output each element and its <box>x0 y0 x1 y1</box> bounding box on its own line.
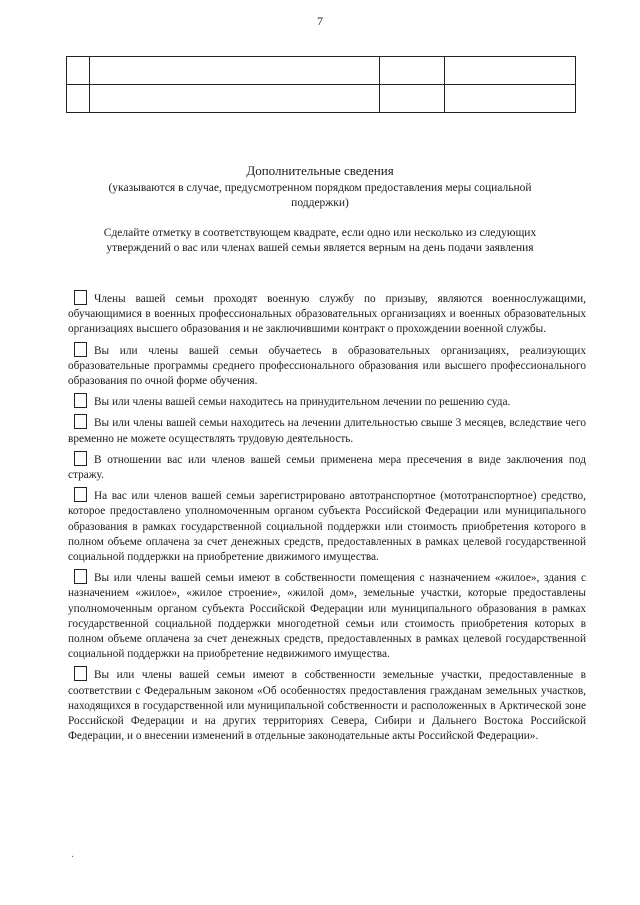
data-table <box>66 56 576 113</box>
list-item <box>68 393 586 410</box>
statement-checkbox[interactable] <box>74 487 87 502</box>
statement-text: Вы или члены вашей семьи имеют в собственности помещения с назначением «жилое», здания с назначением «жилое», «жилое строение», «жилой дом», земельные участки, которые предоставлены уполномоченным органом субъекта Российской Федерации или муниципального образования в рамках государственной социальной поддержки многодетной семьи или стоимость приобретения которых в полном объеме оплачена за счет денежных средств, предоставленных в рамках целевой государственной социальной поддержки на приобретение недвижимого имущества. <box>68 572 586 661</box>
page-number: 7 <box>317 14 323 28</box>
statement-text: На вас или членов вашей семьи зарегистрировано автотранспортное (мототранспортное) средство, которое предоставлено уполномоченным органом субъекта Российской Федерации или муниципального образования в рамках государственной социальной поддержки или стоимость приобретения которого в полном объеме оплачена за счет денежных средств, предоставленных в рамках целевой государственной социальной поддержки на приобретение движимого имущества. <box>68 490 586 564</box>
section-subtitle: (указываются в случае, предусмотренном порядком предоставления меры социальной поддержки) <box>108 182 532 209</box>
table-cell[interactable] <box>67 85 90 113</box>
statement-text: Вы или члены вашей семьи имеют в собственности земельные участки, предоставленные в соответствии с Федеральным законом «Об особенностях предоставления гражданам земельных участков, находящихся в государственной или муниципальной собственности и расположенных в Арктической зоне Российской Федерации и на других территориях Севера, Сибири и Дальнего Востока Российской Федерации, и о внесении изменений в отдельные законодательные акты Российской Федерации». <box>68 669 586 743</box>
statement-checkbox[interactable] <box>74 451 87 466</box>
table-cell[interactable] <box>445 85 576 113</box>
table-cell[interactable] <box>90 85 380 113</box>
statement-text: Вы или члены вашей семьи находитесь на лечении длительностью свыше 3 месяцев, вследствие чего временно не можете осуществлять трудовую деятельность. <box>68 417 586 445</box>
list-item <box>68 666 586 744</box>
section-title: Дополнительные сведения <box>246 163 394 178</box>
statement-checkbox[interactable] <box>74 414 87 429</box>
list-item <box>68 414 586 446</box>
statement-text: Вы или члены вашей семьи обучаетесь в образовательных организациях, реализующих образовательные программы среднего профессионального образования или высшего профессионального образования по очной форме обучения. <box>68 344 586 388</box>
list-item <box>68 451 586 483</box>
statement-checkbox[interactable] <box>74 342 87 357</box>
statement-text: Вы или члены вашей семьи находитесь на принудительном лечении по решению суда. <box>94 396 511 409</box>
table-cell[interactable] <box>67 57 90 85</box>
list-item <box>68 569 586 662</box>
table-cell[interactable] <box>445 57 576 85</box>
statement-text: В отношении вас или членов вашей семьи применена мера пресечения в виде заключения под стражу. <box>68 453 586 482</box>
list-item <box>68 290 586 338</box>
table-row <box>67 57 576 85</box>
list-item <box>68 487 586 565</box>
table-cell[interactable] <box>380 57 445 85</box>
table-cell[interactable] <box>380 85 445 113</box>
statements-list <box>68 290 586 748</box>
list-item <box>68 342 586 390</box>
stray-mark: · <box>71 852 75 863</box>
statement-checkbox[interactable] <box>74 393 87 408</box>
statement-checkbox[interactable] <box>74 666 87 681</box>
table-cell[interactable] <box>90 57 380 85</box>
statement-text: Члены вашей семьи проходят военную службу по призыву, являются военнослужащими, обучающимися в военных профессиональных образовательных организациях и военных образовательных организациях высшего образования и не заключившими контракт о прохождении военной службы. <box>68 293 586 336</box>
statement-checkbox[interactable] <box>74 569 87 584</box>
statement-checkbox[interactable] <box>74 290 87 305</box>
instruction-text: Сделайте отметку в соответствующем квадрате, если одно или несколько из следующих утверждений о вас или членах вашей семьи является верным на день подачи заявления <box>103 227 537 254</box>
table-row <box>67 85 576 113</box>
